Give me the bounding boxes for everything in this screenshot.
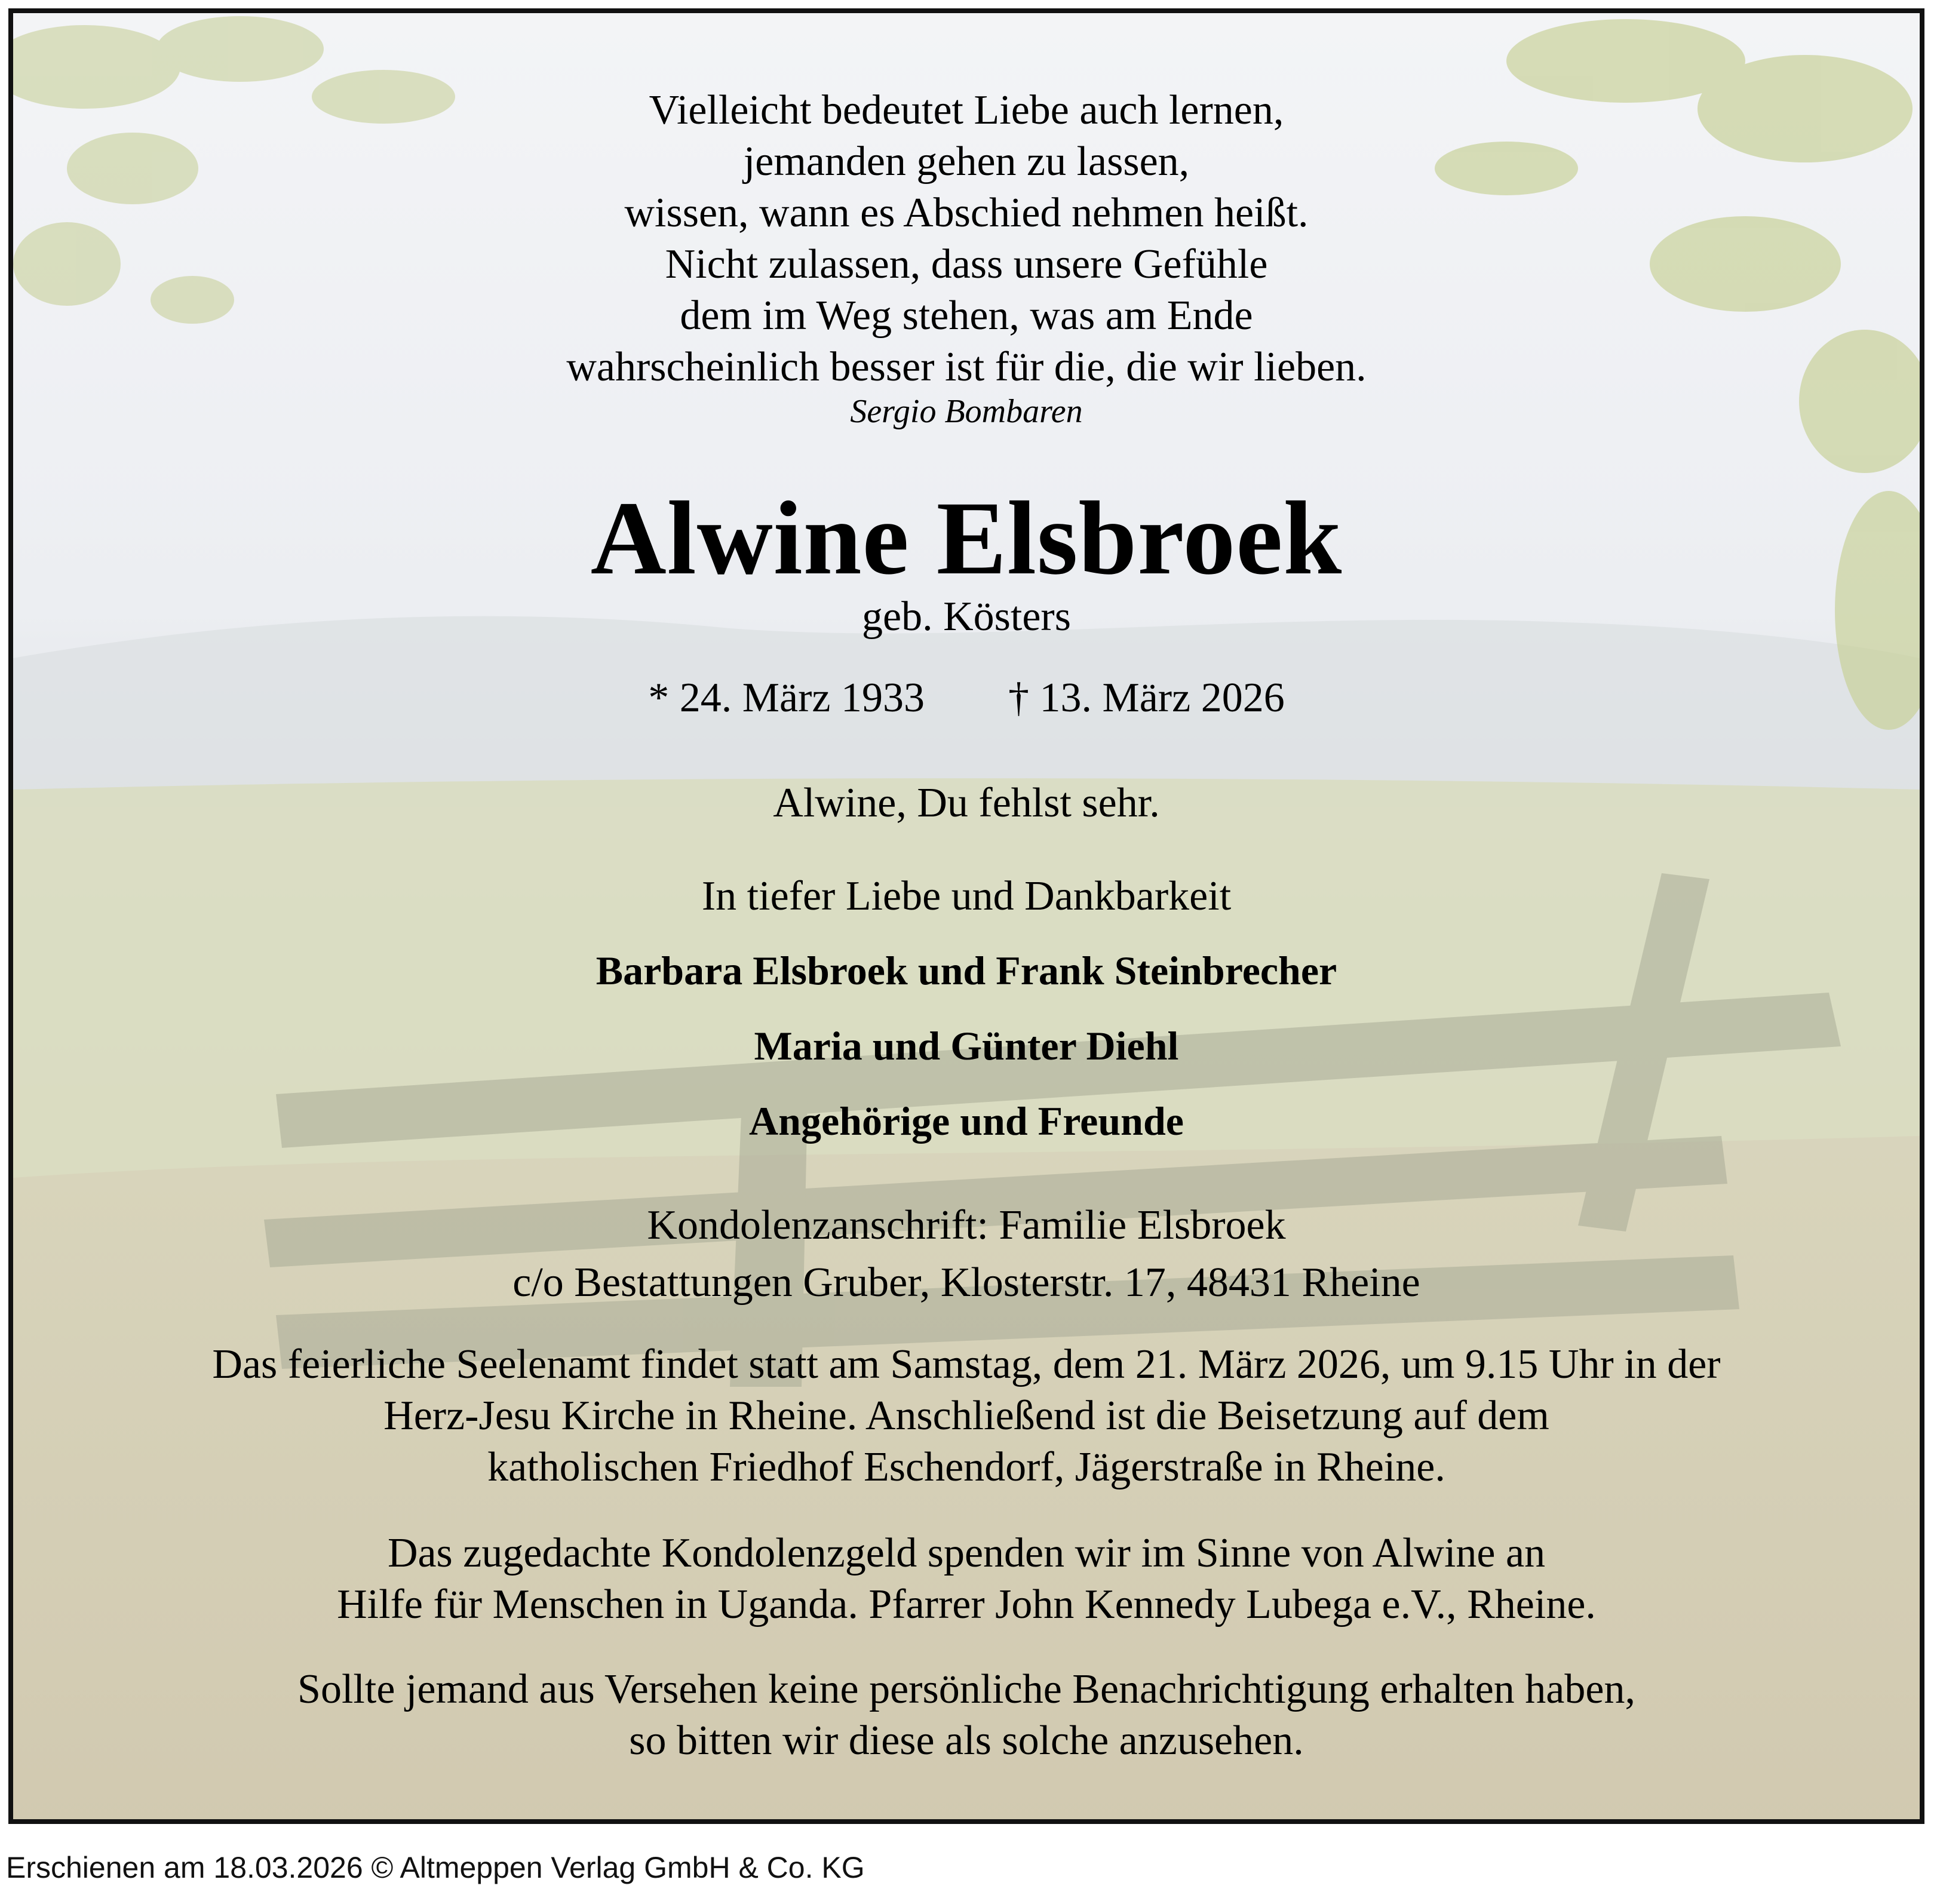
poem-line: dem im Weg stehen, was am Ende <box>680 293 1253 339</box>
life-dates <box>13 672 1920 724</box>
maiden-name: geb. Kösters <box>862 594 1071 640</box>
mourners-intro: In tiefer Liebe und Dankbarkeit <box>701 873 1232 919</box>
service-line: katholischen Friedhof Eschendorf, Jägerstraße in Rheine. <box>487 1444 1445 1490</box>
death-date: † 13. März 2026 <box>1008 675 1285 721</box>
address-line: Kondolenzanschrift: Familie Elsbroek <box>647 1202 1286 1248</box>
poem-line: jemanden gehen zu lassen, <box>743 139 1190 185</box>
birth-date: * 24. März 1933 <box>648 675 925 721</box>
service-details <box>13 1339 1920 1493</box>
mourner-name: Maria und Günter Diehl <box>754 1023 1179 1068</box>
mourner-name: Angehörige und Freunde <box>749 1098 1184 1144</box>
service-line: Herz-Jesu Kirche in Rheine. Anschließend ist die Beisetzung auf dem <box>383 1393 1549 1439</box>
poem-line: wissen, wann es Abschied nehmen heißt. <box>624 190 1309 236</box>
closing-line: so bitten wir diese als solche anzusehen. <box>629 1718 1304 1764</box>
donation-note <box>13 1528 1920 1630</box>
poem-line: Vielleicht bedeutet Liebe auch lernen, <box>649 87 1284 133</box>
publication-footer: Erschienen am 18.03.2026 © Altmeppen Verlag GmbH & Co. KG <box>6 1851 865 1884</box>
closing-note <box>13 1664 1920 1767</box>
poem-line: Nicht zulassen, dass unsere Gefühle <box>665 241 1268 287</box>
donation-line: Hilfe für Menschen in Uganda. Pfarrer John Kennedy Lubega e.V., Rheine. <box>337 1581 1596 1627</box>
address-line: c/o Bestattungen Gruber, Klosterstr. 17, 48431 Rheine <box>512 1260 1420 1306</box>
mourner-name: Barbara Elsbroek und Frank Steinbrecher <box>595 948 1337 993</box>
donation-line: Das zugedachte Kondolenzgeld spenden wir im Sinne von Alwine an <box>387 1530 1546 1576</box>
obituary-notice <box>8 8 1924 1824</box>
closing-line: Sollte jemand aus Versehen keine persönliche Benachrichtigung erhalten haben, <box>297 1666 1635 1712</box>
notice-content <box>13 13 1920 1819</box>
deceased-name: Alwine Elsbroek <box>590 480 1343 597</box>
poem <box>13 85 1920 393</box>
poem-line: wahrscheinlich besser ist für die, die wir lieben. <box>566 344 1367 390</box>
poem-author: Sergio Bombaren <box>850 393 1083 430</box>
condolence-address <box>13 1197 1920 1312</box>
personal-message: Alwine, Du fehlst sehr. <box>773 780 1160 826</box>
service-line: Das feierliche Seelenamt findet statt am Samstag, dem 21. März 2026, um 9.15 Uhr in der <box>212 1341 1721 1387</box>
